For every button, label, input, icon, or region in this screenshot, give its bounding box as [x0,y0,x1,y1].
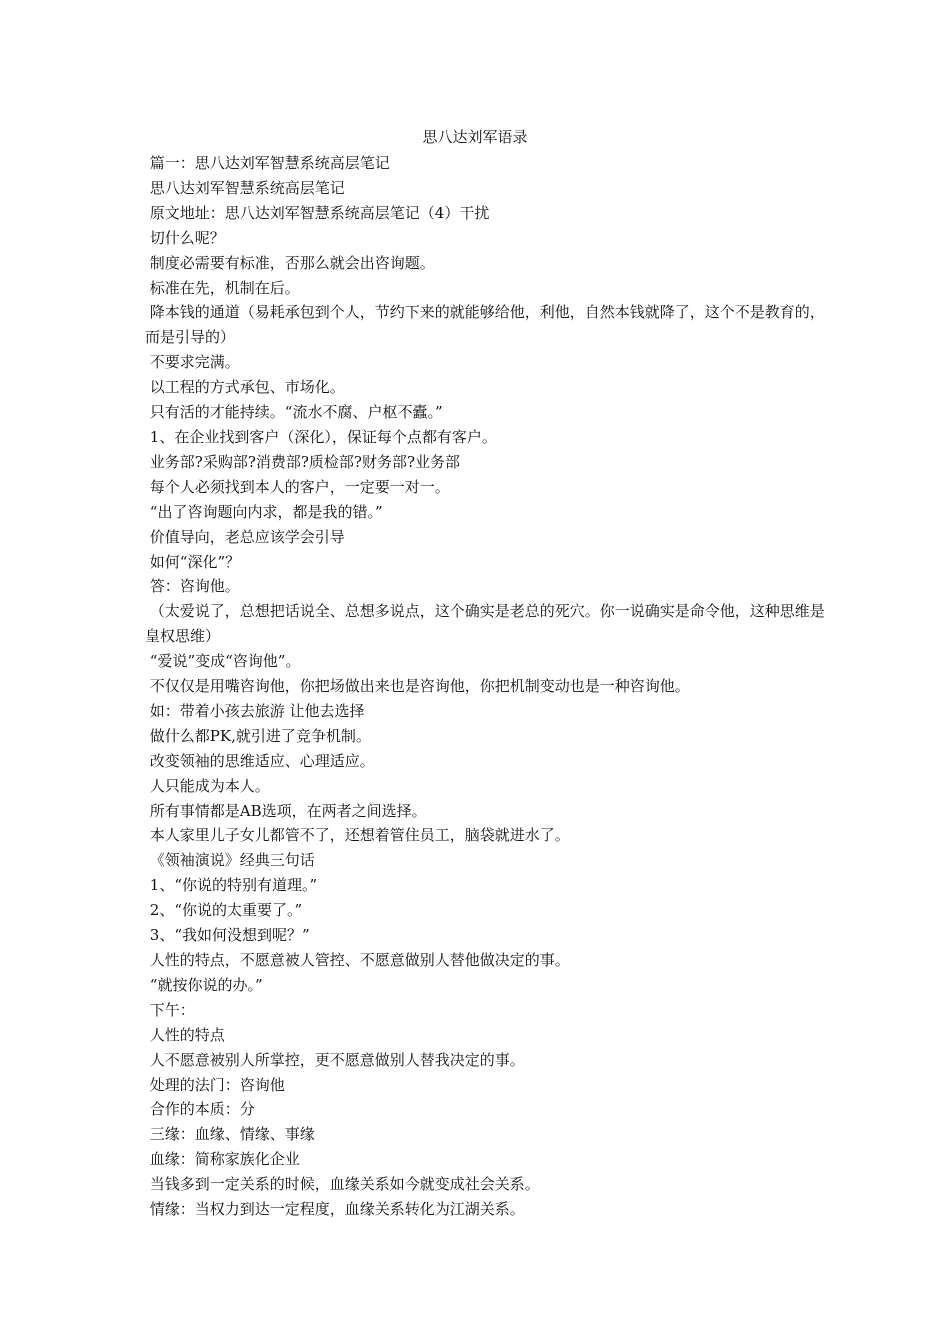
paragraph: 《领袖演说》经典三句话 [145,851,315,870]
paragraph: 合作的本质：分 [145,1100,255,1119]
paragraph: 人不愿意被别人所掌控，更不愿意做别人替我决定的事。 [145,1050,525,1069]
paragraph: 血缘：简称家族化企业 [145,1150,300,1169]
paragraph: 如何“深化”？ [145,552,241,571]
paragraph: （太爱说了，总想把话说全、总想多说点，这个确实是老总的死穴。你一说确实是命令他，这种思维是皇权思维） [145,602,825,646]
paragraph: 1、“你说的特别有道理。” [145,876,318,895]
paragraph: 只有活的才能持续。“流水不腐、户枢不蠹。” [145,403,443,422]
paragraph: 思八达刘军智慧系统高层笔记 [145,178,345,197]
document-title: 思八达刘军语录 [422,128,528,146]
paragraph: 以工程的方式承包、市场化。 [145,378,345,397]
paragraph: 3、“我如何没想到呢？” [145,926,310,945]
paragraph: 业务部?采购部?消费部?质检部?财务部?业务部 [145,452,460,471]
paragraph: 标准在先，机制在后。 [145,278,300,297]
paragraph: 2、“你说的太重要了。” [145,901,303,920]
paragraph: 不要求完满。 [145,353,240,372]
paragraph: 当钱多到一定关系的时候，血缘关系如今就变成社会关系。 [145,1175,540,1194]
paragraph: 1、在企业找到客户（深化），保证每个点都有客户。 [145,427,497,446]
paragraph: “爱说”变成“咨询他”。 [145,652,301,671]
paragraph: 切什么呢？ [145,228,225,247]
paragraph: 答：咨询他。 [145,577,240,596]
paragraph: 原文地址：思八达刘军智慧系统高层笔记（4）干扰 [145,203,490,222]
paragraph: 人性的特点，不愿意被人管控、不愿意做别人替他做决定的事。 [145,951,570,969]
paragraph: 价值导向，老总应该学会引导 [145,527,345,546]
paragraph: 三缘：血缘、情缘、事缘 [145,1125,315,1144]
paragraph: 篇一：思八达刘军智慧系统高层笔记 [145,154,390,172]
paragraph: 降本钱的通道（易耗承包到个人，节约下来的就能够给他，利他，自然本钱就降了，这个不是教育的，而是引导的） [145,303,825,347]
paragraph: 不仅仅是用嘴咨询他，你把场做出来也是咨询他，你把机制变动也是一种咨询他。 [145,677,690,696]
paragraph: 改变领袖的思维适应、心理适应。 [145,751,375,770]
paragraph: 所有事情都是AB选项，在两者之间选择。 [145,801,427,820]
paragraph: “出了咨询题向内求，都是我的错。” [145,502,383,521]
paragraph: 如：带着小孩去旅游 让他去选择 [145,701,365,720]
document-body [145,151,825,1222]
paragraph: 情缘：当权力到达一定程度，血缘关系转化为江湖关系。 [145,1200,525,1219]
paragraph: 制度必需要有标准，否那么就会出咨询题。 [145,253,435,272]
paragraph: 人只能成为本人。 [145,776,270,795]
paragraph: “就按你说的办。” [145,975,263,994]
paragraph: 做什么都PK,就引进了竞争机制。 [145,726,371,745]
paragraph: 处理的法门：咨询他 [145,1075,285,1094]
paragraph: 下午： [145,1000,195,1019]
paragraph: 人性的特点 [145,1025,225,1044]
paragraph: 每个人必须找到本人的客户，一定要一对一。 [145,477,450,496]
paragraph: 本人家里儿子女儿都管不了，还想着管住员工，脑袋就进水了。 [145,826,570,845]
